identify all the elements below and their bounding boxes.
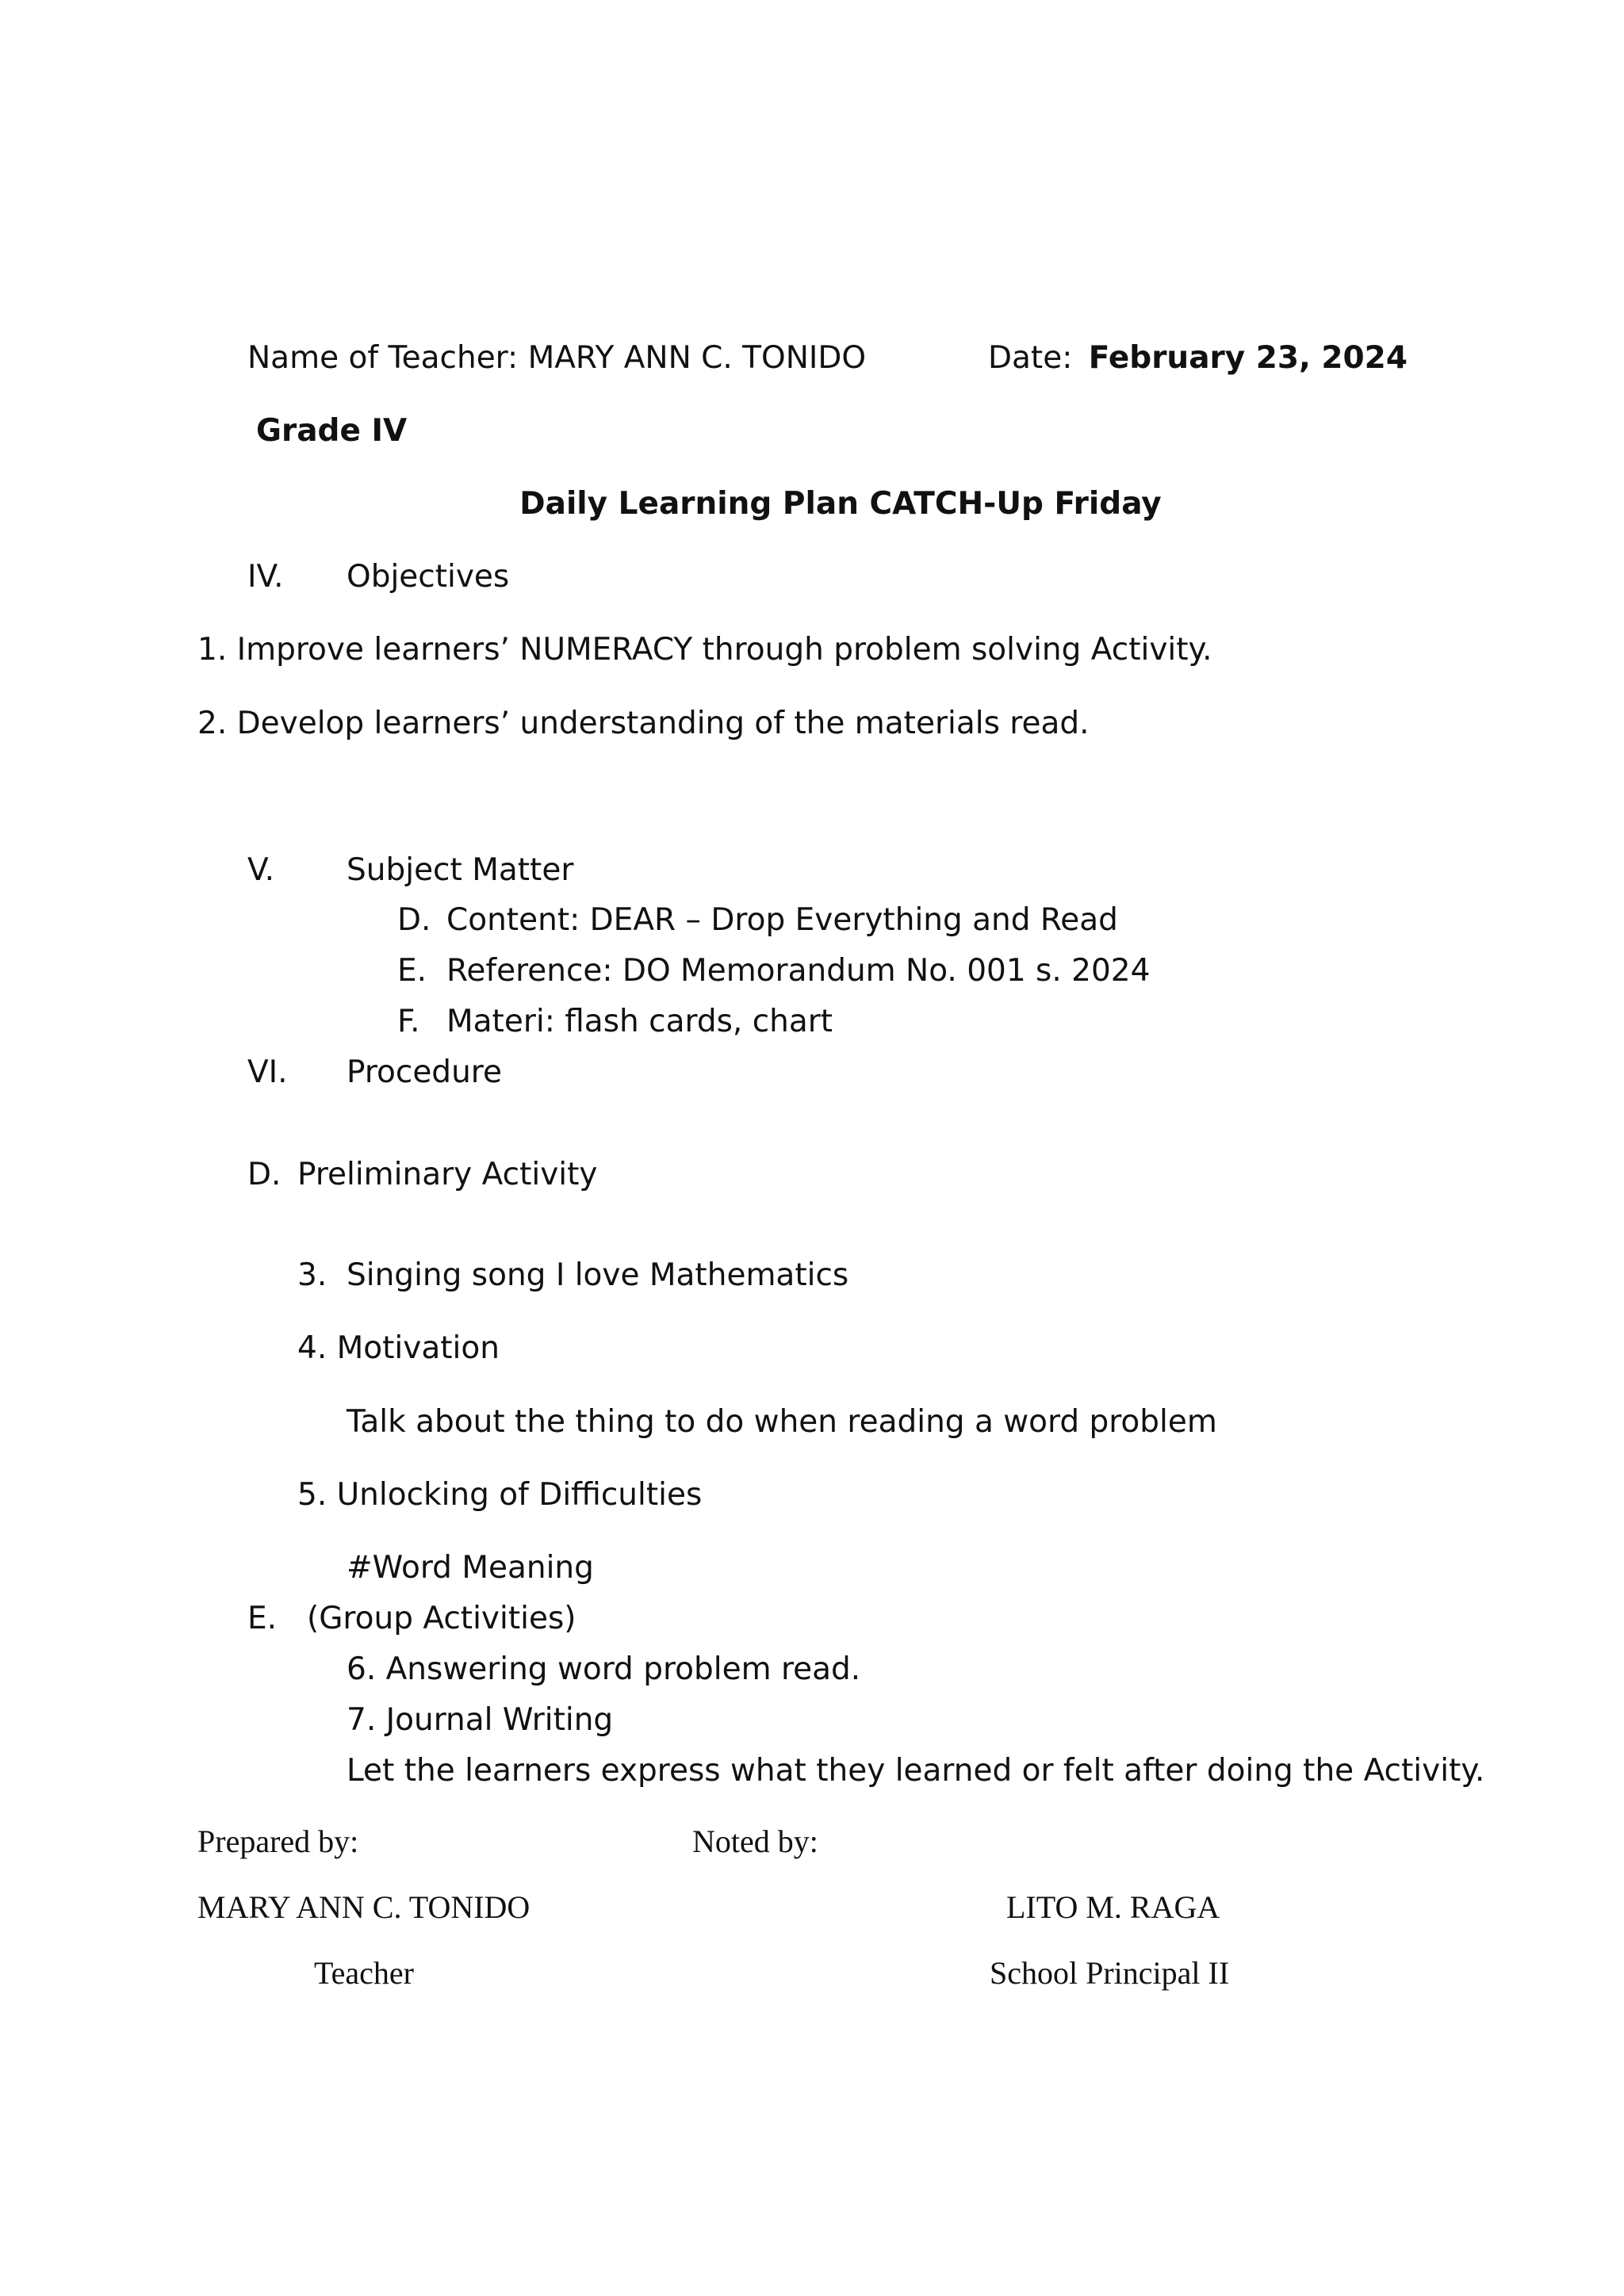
date-label: Date: bbox=[988, 340, 1073, 376]
objective-item-1: 1. Improve learners’ NUMERACY through problem solving Activity. bbox=[197, 632, 1212, 668]
procedure-heading: Procedure bbox=[347, 1054, 502, 1090]
step-singing: Singing song I love Mathematics bbox=[347, 1257, 849, 1293]
step-motivation: 4. Motivation bbox=[297, 1330, 500, 1366]
subject-item-reference-marker: E. bbox=[397, 953, 427, 989]
subject-matter-numeral: V. bbox=[247, 852, 275, 888]
step-singing-marker: 3. bbox=[297, 1257, 327, 1293]
group-item-answering: 6. Answering word problem read. bbox=[347, 1651, 861, 1687]
subject-item-content-marker: D. bbox=[397, 902, 431, 938]
teacher-role: Teacher bbox=[314, 1955, 414, 1991]
step-unlocking: 5. Unlocking of Difficulties bbox=[297, 1477, 703, 1513]
group-activities-heading: (Group Activities) bbox=[307, 1601, 576, 1636]
date-line bbox=[988, 340, 1408, 376]
subject-item-materials-marker: F. bbox=[397, 1004, 420, 1039]
preliminary-activity: Preliminary Activity bbox=[297, 1157, 598, 1192]
date-value: February 23, 2024 bbox=[1088, 340, 1408, 376]
document-title: Daily Learning Plan CATCH-Up Friday bbox=[519, 486, 1162, 522]
subject-item-reference: Reference: DO Memorandum No. 001 s. 2024 bbox=[446, 953, 1151, 989]
word-meaning: #Word Meaning bbox=[347, 1550, 594, 1586]
principal-signature-name: LITO M. RAGA bbox=[1006, 1889, 1220, 1925]
objective-item-2: 2. Develop learners’ understanding of the materials read. bbox=[197, 706, 1090, 741]
grade-level: Grade IV bbox=[256, 413, 408, 449]
preliminary-marker: D. bbox=[247, 1157, 282, 1192]
subject-item-content: Content: DEAR – Drop Everything and Read bbox=[446, 902, 1118, 938]
objectives-numeral: IV. bbox=[247, 559, 284, 595]
teacher-signature-name: MARY ANN C. TONIDO bbox=[197, 1889, 530, 1925]
group-activities-marker: E. bbox=[247, 1601, 278, 1636]
procedure-numeral: VI. bbox=[247, 1054, 288, 1090]
group-item-journal: 7. Journal Writing bbox=[347, 1702, 614, 1738]
subject-item-materials: Materi: flash cards, chart bbox=[446, 1004, 833, 1039]
group-item-express: Let the learners express what they learned or felt after doing the Activity. bbox=[347, 1753, 1485, 1789]
subject-matter-heading: Subject Matter bbox=[347, 852, 574, 888]
prepared-by-label: Prepared by: bbox=[197, 1823, 359, 1859]
teacher-name-line: Name of Teacher: MARY ANN C. TONIDO bbox=[247, 340, 867, 376]
principal-role: School Principal II bbox=[990, 1955, 1230, 1991]
objectives-heading: Objectives bbox=[347, 559, 510, 595]
noted-by-label: Noted by: bbox=[692, 1823, 818, 1859]
motivation-detail: Talk about the thing to do when reading a word problem bbox=[347, 1404, 1217, 1440]
